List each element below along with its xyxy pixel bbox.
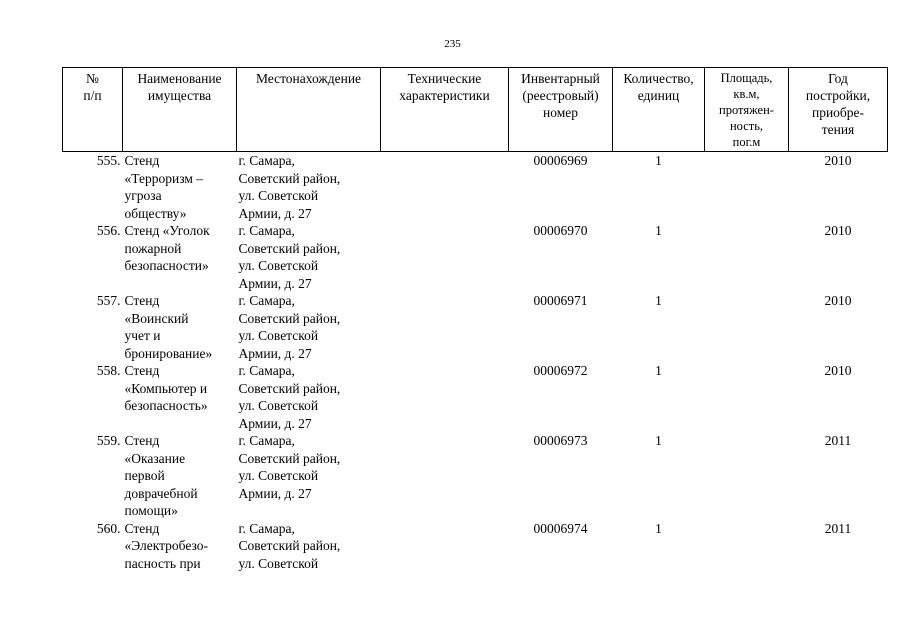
item-location-line: Советский район, [238,380,341,396]
item-name-line: «Терроризм – [124,170,204,186]
item-name-line: угроза [124,188,162,203]
item-location-line: Советский район, [238,310,341,326]
item-location-line: г. Самара, [238,520,295,536]
property-registry-table [62,67,888,572]
item-name-line: первой [124,468,165,483]
inventory-number: 00006971 [533,293,588,308]
item-name-line: «Оказание [124,450,186,466]
item-area [705,222,789,292]
item-area [705,362,789,432]
item-year: 2011 [824,433,852,448]
item-name [123,152,237,223]
item-name [123,292,237,362]
item-area [705,292,789,362]
page-number: 235 [444,38,461,50]
row-number: 556. [96,223,121,238]
inventory-number: 00006969 [533,153,588,168]
item-area [705,432,789,520]
item-name [123,362,237,432]
item-name-line: «Электробезо- [124,538,209,553]
header-row [63,68,888,152]
item-location-line: г. Самара, [238,363,295,378]
row-number: 557. [96,293,121,308]
row-number: 560. [96,520,121,536]
item-location-line: Советский район, [238,450,341,466]
item-area [705,152,789,223]
inventory-number: 00006970 [533,223,588,238]
item-location-line: Армии, д. 27 [238,275,312,291]
inventory-number: 00006974 [533,520,588,536]
row-number: 558. [96,363,121,378]
item-location-line: Советский район, [238,170,341,186]
item-specs [381,152,509,223]
item-year: 2011 [824,520,852,536]
table-header [63,68,888,152]
item-specs [381,432,509,520]
item-location-line: г. Самара, [238,153,295,168]
item-quantity: 1 [655,153,662,168]
item-name-line: пасность при [124,555,201,571]
item-specs [381,292,509,362]
item-location-line: г. Самара, [238,223,295,238]
item-location [237,520,381,573]
item-location [237,362,381,432]
table-row [63,432,888,520]
item-quantity: 1 [655,363,662,378]
header-num: № п/п [63,68,123,152]
item-location-line: ул. Советской [238,188,319,203]
item-specs [381,362,509,432]
item-location [237,222,381,292]
item-name-line: Стенд [124,433,160,448]
inventory-number: 00006973 [533,433,588,448]
item-name-line: обществу» [124,205,187,221]
item-location [237,152,381,223]
item-location-line: ул. Советской [238,555,319,571]
item-name-line: безопасность» [124,398,208,413]
item-location-line: ул. Советской [238,258,319,273]
item-name-line: Стенд [124,520,160,536]
item-location-line: ул. Советской [238,328,319,343]
item-name-line: безопасности» [124,258,209,273]
item-location-line: Армии, д. 27 [238,485,312,501]
item-name [123,432,237,520]
item-name-line: доврачебной [124,485,198,501]
item-name [123,520,237,573]
header-inventory: Инвентарный (реестровый) номер [509,68,613,152]
item-year: 2010 [824,293,852,308]
item-location-line: ул. Советской [238,468,319,483]
header-specs: Технические характеристики [381,68,509,152]
item-location-line: г. Самара, [238,433,295,448]
table-row [63,152,888,223]
item-specs [381,520,509,573]
item-name-line: Стенд «Уголок [124,223,210,238]
table-row [63,222,888,292]
item-name-line: «Воинский [124,310,189,326]
item-quantity: 1 [655,223,662,238]
table-row [63,292,888,362]
item-location-line: Армии, д. 27 [238,345,312,361]
item-quantity: 1 [655,293,662,308]
item-name-line: Стенд [124,293,160,308]
row-number: 559. [96,433,121,448]
item-location-line: Армии, д. 27 [238,205,312,221]
header-name: Наименование имущества [123,68,237,152]
item-location [237,292,381,362]
item-name-line: пожарной [124,240,182,256]
item-quantity: 1 [655,433,662,448]
item-name-line: помощи» [124,503,178,518]
table-body [63,152,888,573]
item-name-line: Стенд [124,363,160,378]
item-location-line: ул. Советской [238,398,319,413]
item-name-line: учет и [124,328,161,343]
header-area: Площадь, кв.м, протяжен- ность, пог.м [705,68,789,152]
item-name-line: бронирование» [124,345,213,361]
table-row [63,362,888,432]
item-location-line: Советский район, [238,538,341,553]
header-year: Год постройки, приобре- тения [789,68,888,152]
item-location-line: Армии, д. 27 [238,415,312,431]
item-name-line: «Компьютер и [124,380,208,396]
item-area [705,520,789,573]
item-name-line: Стенд [124,153,160,168]
inventory-number: 00006972 [533,363,588,378]
row-number: 555. [96,153,121,168]
item-location-line: г. Самара, [238,293,295,308]
item-name [123,222,237,292]
header-location: Местонахождение [237,68,381,152]
item-quantity: 1 [655,520,662,536]
item-year: 2010 [824,223,852,238]
item-year: 2010 [824,363,852,378]
item-location [237,432,381,520]
table-row [63,520,888,573]
item-year: 2010 [824,153,852,168]
item-location-line: Советский район, [238,240,341,256]
item-specs [381,222,509,292]
header-quantity: Количество, единиц [613,68,705,152]
